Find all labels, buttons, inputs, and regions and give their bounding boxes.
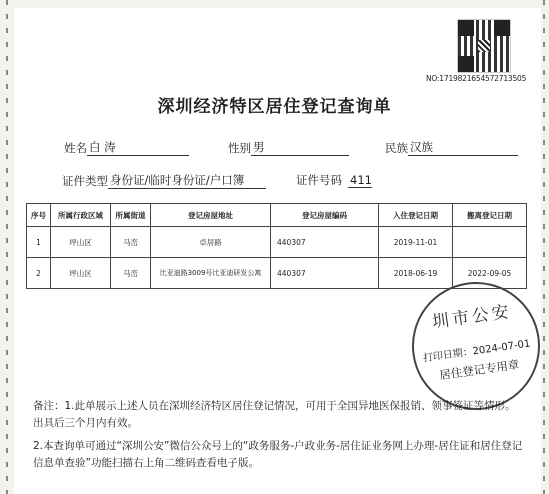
table-row <box>27 258 527 289</box>
cell-district: 坪山区 <box>51 258 111 289</box>
note-2: 2.本查询单可通过“深圳公安”微信公众号上的“政务服务-户政业务-居住证业务网上办理-居住证和居住登记信息单查验”功能扫描右上角二维码查看电子版。 <box>33 440 523 469</box>
cell-street: 马峦 <box>111 258 151 289</box>
gender-label: 性别 <box>228 141 251 155</box>
cell-seq: 1 <box>27 227 51 258</box>
perforation-left <box>6 0 8 494</box>
cell-house-code: 440307 <box>271 258 379 289</box>
cell-district: 坪山区 <box>51 227 111 258</box>
cell-address: 卓居路 <box>151 227 271 258</box>
gender-field <box>228 139 349 156</box>
idtype-value: 身份证/临时身份证/户口簿 <box>108 172 266 189</box>
qr-serial-number: NO:1719821654572713505 <box>426 74 527 83</box>
cell-checkin-date: 2018-06-19 <box>379 258 453 289</box>
idno-field <box>296 172 372 188</box>
print-date: 打印日期：2024-07-01 <box>422 338 532 365</box>
seal-unit: 居住登记专用章 <box>438 357 521 383</box>
header-checkout-date: 搬离登记日期 <box>453 204 527 227</box>
cell-checkout-date <box>453 227 527 258</box>
idno-label: 证件号码 <box>296 173 342 187</box>
idtype-label: 证件类型 <box>62 174 108 188</box>
cell-checkout-date: 2022-09-05 <box>453 258 527 289</box>
ethnicity-value: 汉族 <box>408 139 518 156</box>
ethnicity-label: 民族 <box>385 141 408 155</box>
header-district: 所属行政区域 <box>51 204 111 227</box>
ethnicity-field <box>385 139 518 156</box>
idno-value: 411 <box>350 173 372 187</box>
note-1: 备注：1.此单展示上述人员在深圳经济特区居住登记情况，可用于全国异地医保报销、领事签证等情形。出具后三个月内有效。 <box>33 400 516 429</box>
header-seq: 序号 <box>27 204 51 227</box>
perforation-right <box>543 0 545 494</box>
cell-seq: 2 <box>27 258 51 289</box>
idtype-field <box>62 172 266 189</box>
qr-code-icon[interactable] <box>458 20 510 72</box>
name-label: 姓名 <box>64 141 87 155</box>
name-field <box>64 139 189 156</box>
table-row <box>27 227 527 258</box>
name-value: 白 涛 <box>87 139 189 156</box>
cell-address: 比亚迪路3009号比亚迪研发公寓 <box>151 258 271 289</box>
table-header-row <box>27 204 527 227</box>
document-title: 深圳经济特区居住登记查询单 <box>157 97 392 117</box>
seal-authority-name: 圳市公安 <box>430 301 513 333</box>
header-street: 所属街道 <box>111 204 151 227</box>
cell-house-code: 440307 <box>271 227 379 258</box>
registration-table <box>26 203 527 289</box>
header-address: 登记房屋地址 <box>151 204 271 227</box>
cell-checkin-date: 2019-11-01 <box>379 227 453 258</box>
header-house-code: 登记房屋编码 <box>271 204 379 227</box>
cell-street: 马峦 <box>111 227 151 258</box>
gender-value: 男 <box>251 139 349 156</box>
header-checkin-date: 入住登记日期 <box>379 204 453 227</box>
